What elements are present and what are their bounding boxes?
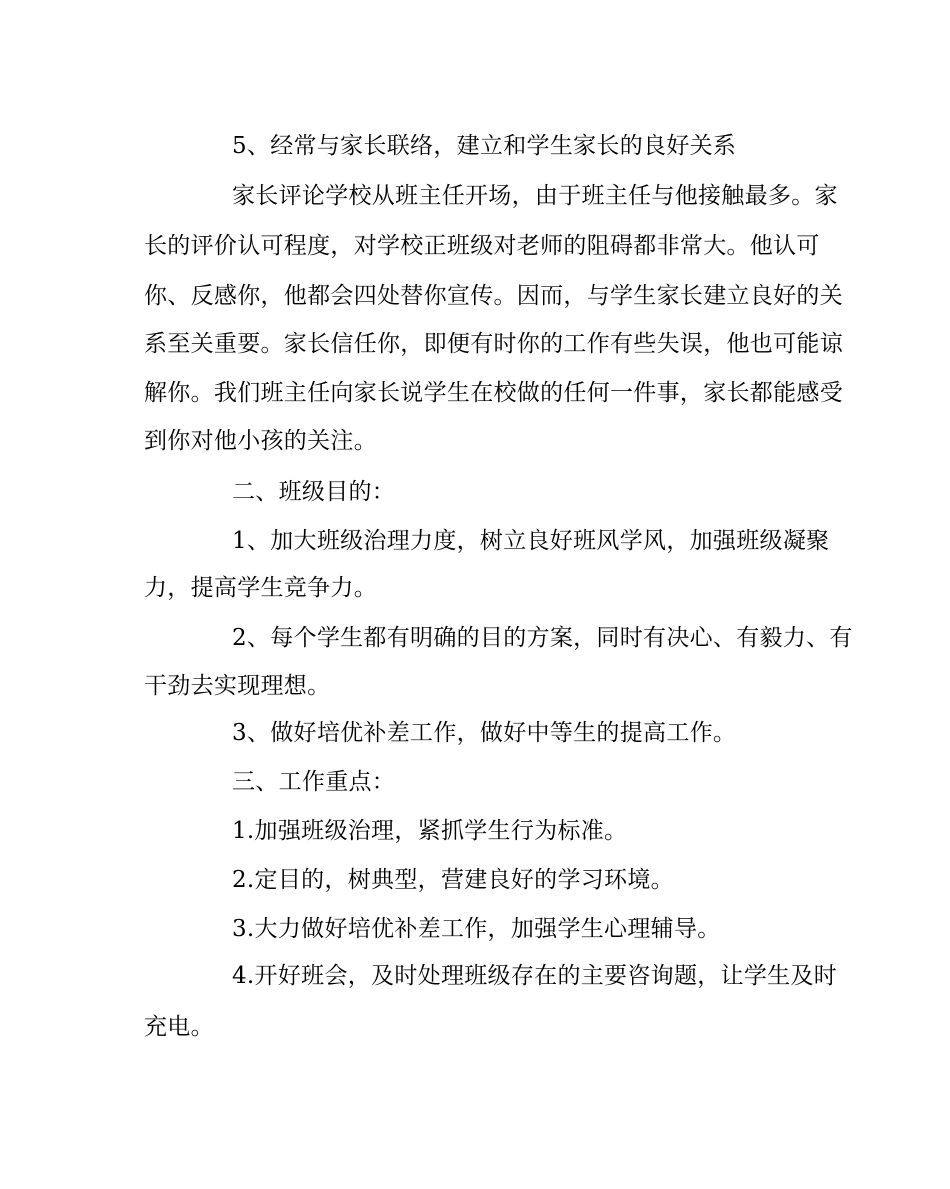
section-heading-class-goals: 二、班级目的： (232, 479, 396, 505)
paragraph-line-4: 系至关重要。家长信任你，即便有时你的工作有些失误，他也可能谅 (144, 331, 843, 357)
paragraph-line-6: 到你对他小孩的关注。 (144, 428, 377, 454)
goal-1-line-1: 1、加大班级治理力度，树立良好班风学风，加强班级凝聚 (232, 528, 830, 554)
focus-2: 2.定目的，树典型，营建良好的学习环境。 (232, 867, 674, 893)
paragraph-line-3: 你、反感你，他都会四处替你宣传。因而，与学生家长建立良好的关 (144, 283, 843, 309)
focus-1: 1.加强班级治理，紧抓学生行为标准。 (232, 818, 628, 844)
section-heading-work-focus: 三、工作重点： (232, 769, 396, 795)
focus-4-line-2: 充电。 (144, 1014, 214, 1040)
focus-4-line-1: 4.开好班会，及时处理班级存在的主要咨询题，让学生及时 (232, 963, 838, 989)
goal-3: 3、做好培优补差工作，做好中等生的提高工作。 (232, 720, 737, 746)
goal-2-line-2: 干劲去实现理想。 (144, 673, 331, 699)
paragraph-line-5: 解你。我们班主任向家长说学生在校做的任何一件事，家长都能感受 (144, 380, 843, 406)
goal-2-line-1: 2、每个学生都有明确的目的方案，同时有决心、有毅力、有 (232, 625, 853, 651)
goal-1-line-2: 力，提高学生竞争力。 (144, 575, 377, 601)
paragraph-line-1: 家长评论学校从班主任开场，由于班主任与他接触最多。家 (232, 183, 838, 209)
focus-3: 3.大力做好培优补差工作，加强学生心理辅导。 (232, 916, 721, 942)
item-5-contact-parents: 5、经常与家长联络，建立和学生家长的良好关系 (232, 133, 737, 159)
paragraph-line-2: 长的评价认可程度，对学校正班级对老师的阻碍都非常大。他认可 (144, 233, 820, 259)
